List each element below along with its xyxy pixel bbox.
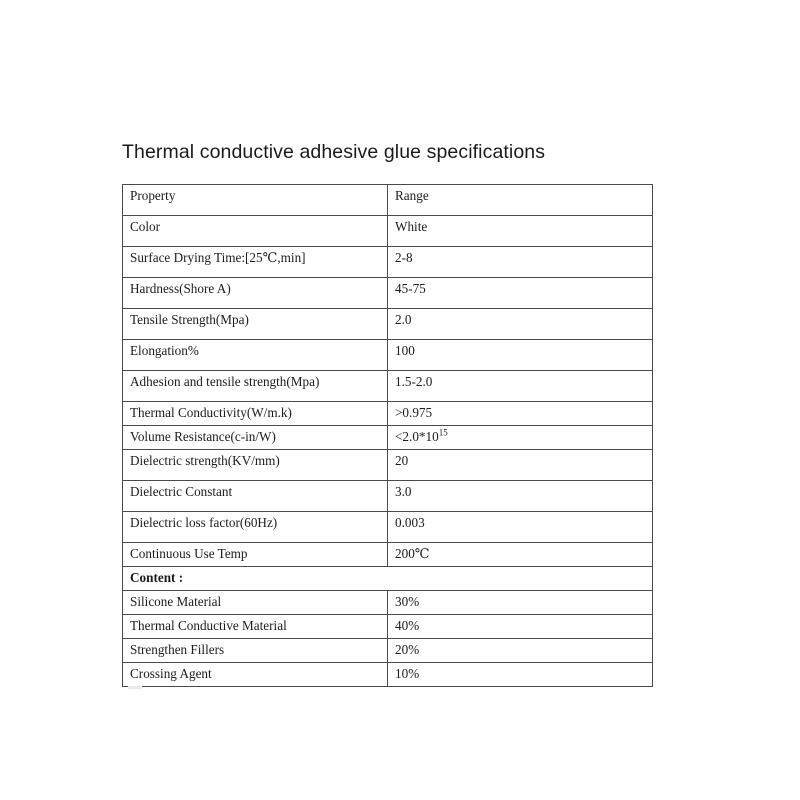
cell-property: Surface Drying Time:[25℃,min] (123, 247, 388, 278)
cell-range: 20 (388, 450, 653, 481)
cell-range: 200℃ (388, 543, 653, 567)
scan-artifact-mark (128, 686, 142, 689)
table-row (123, 247, 653, 278)
table-row (123, 450, 653, 481)
cell-property: Silicone Material (123, 591, 388, 615)
cell-range-exponent: 15 (438, 427, 448, 438)
cell-range: 40% (388, 615, 653, 639)
cell-property: Hardness(Shore A) (123, 278, 388, 309)
cell-range: 2.0 (388, 309, 653, 340)
table-row (123, 426, 653, 450)
cell-range: 0.003 (388, 512, 653, 543)
cell-range (388, 426, 653, 450)
cell-range: 45-75 (388, 278, 653, 309)
cell-range-base: <2.0*10 (395, 429, 439, 444)
table-header-row (123, 185, 653, 216)
specifications-table-body (123, 185, 653, 687)
cell-property: Thermal Conductive Material (123, 615, 388, 639)
cell-property: Thermal Conductivity(W/m.k) (123, 402, 388, 426)
cell-property: Crossing Agent (123, 663, 388, 687)
table-row (123, 512, 653, 543)
cell-property: Adhesion and tensile strength(Mpa) (123, 371, 388, 402)
cell-range: 3.0 (388, 481, 653, 512)
table-row (123, 402, 653, 426)
table-row (123, 371, 653, 402)
cell-range: 20% (388, 639, 653, 663)
cell-range: 2-8 (388, 247, 653, 278)
specifications-table (122, 184, 653, 687)
page-title: Thermal conductive adhesive glue specifications (122, 141, 546, 163)
cell-property: Color (123, 216, 388, 247)
cell-property: Strengthen Fillers (123, 639, 388, 663)
table-row (123, 216, 653, 247)
cell-property: Elongation% (123, 340, 388, 371)
cell-property: Tensile Strength(Mpa) (123, 309, 388, 340)
cell-range: 30% (388, 591, 653, 615)
cell-property: Dielectric loss factor(60Hz) (123, 512, 388, 543)
cell-range: 100 (388, 340, 653, 371)
column-header-range: Range (388, 185, 653, 216)
table-section-header: Content : (123, 567, 653, 591)
table-row (123, 567, 653, 591)
cell-property: Dielectric strength(KV/mm) (123, 450, 388, 481)
table-row (123, 663, 653, 687)
cell-property: Continuous Use Temp (123, 543, 388, 567)
specifications-table-container (122, 184, 652, 687)
cell-property: Volume Resistance(c-in/W) (123, 426, 388, 450)
cell-range: 10% (388, 663, 653, 687)
cell-range: White (388, 216, 653, 247)
table-row (123, 639, 653, 663)
table-row (123, 543, 653, 567)
table-row (123, 615, 653, 639)
cell-property: Dielectric Constant (123, 481, 388, 512)
table-row (123, 340, 653, 371)
column-header-property: Property (123, 185, 388, 216)
table-row (123, 481, 653, 512)
table-row (123, 278, 653, 309)
cell-range: >0.975 (388, 402, 653, 426)
table-row (123, 309, 653, 340)
cell-range: 1.5-2.0 (388, 371, 653, 402)
table-row (123, 591, 653, 615)
